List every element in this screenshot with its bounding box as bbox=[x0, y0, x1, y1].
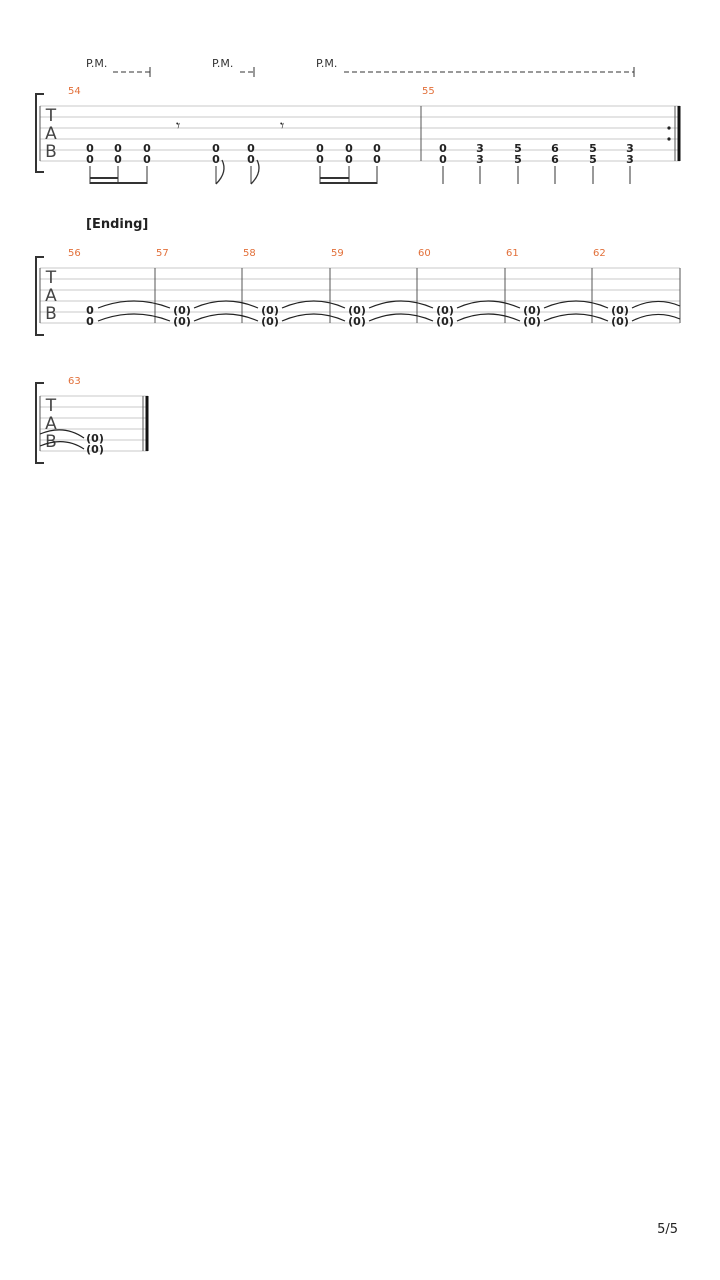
fret-number: 0 bbox=[373, 142, 381, 155]
fret-number: (0) bbox=[261, 315, 279, 328]
fret-number: (0) bbox=[523, 315, 541, 328]
fret-number: 0 bbox=[212, 142, 220, 155]
fret-number: 0 bbox=[247, 142, 255, 155]
tab-letter-t: T bbox=[45, 396, 57, 416]
fret-number: (0) bbox=[611, 304, 629, 317]
tab-letter-t: T bbox=[45, 106, 57, 126]
measure-number-58: 58 bbox=[243, 248, 256, 259]
fret-number: 0 bbox=[316, 153, 324, 166]
fret-number: 0 bbox=[212, 153, 220, 166]
measure-number-54: 54 bbox=[68, 86, 81, 97]
tab-letter-t: T bbox=[45, 268, 57, 288]
tab-letter-b: B bbox=[45, 142, 57, 162]
fret-number: 5 bbox=[589, 153, 597, 166]
tab-letter-a: A bbox=[45, 414, 57, 434]
fret-number: 0 bbox=[114, 142, 122, 155]
fret-number: 0 bbox=[86, 153, 94, 166]
measure-number-63: 63 bbox=[68, 376, 81, 387]
pm-label-2: P.M. bbox=[212, 57, 234, 70]
fret-number: 5 bbox=[589, 142, 597, 155]
system-3 bbox=[36, 376, 148, 463]
fret-number: 0 bbox=[143, 153, 151, 166]
fret-number: 5 bbox=[514, 153, 522, 166]
fret-number: 3 bbox=[626, 153, 634, 166]
tab-letter-b: B bbox=[45, 432, 57, 452]
fret-number: 0 bbox=[439, 142, 447, 155]
repeat-dot-lower bbox=[667, 137, 670, 140]
measure-number-56: 56 bbox=[68, 248, 81, 259]
measure-number-62: 62 bbox=[593, 248, 606, 259]
rhythm-stems-55 bbox=[443, 166, 630, 184]
tab-letter-a: A bbox=[45, 286, 57, 306]
system-1 bbox=[36, 57, 680, 184]
fret-number: 3 bbox=[476, 153, 484, 166]
measure-number-59: 59 bbox=[331, 248, 344, 259]
fret-number: (0) bbox=[86, 443, 104, 456]
measure-number-61: 61 bbox=[506, 248, 519, 259]
fret-number: 6 bbox=[551, 153, 559, 166]
repeat-dot-upper bbox=[667, 126, 670, 129]
fret-number: (0) bbox=[436, 315, 454, 328]
fret-number: (0) bbox=[436, 304, 454, 317]
fret-number: 5 bbox=[514, 142, 522, 155]
fret-number: 0 bbox=[345, 153, 353, 166]
fret-number: (0) bbox=[86, 432, 104, 445]
pm-label-3: P.M. bbox=[316, 57, 338, 70]
fret-number: (0) bbox=[261, 304, 279, 317]
fret-number: 0 bbox=[86, 304, 94, 317]
section-label-ending: [Ending] bbox=[86, 217, 149, 232]
fret-number: 0 bbox=[345, 142, 353, 155]
fret-number: 0 bbox=[86, 142, 94, 155]
rhythm-stems-54 bbox=[90, 160, 377, 184]
fret-number: (0) bbox=[523, 304, 541, 317]
tab-letter-a: A bbox=[45, 124, 57, 144]
eighth-rest: 𝄾 bbox=[280, 116, 285, 135]
measure-number-55: 55 bbox=[422, 86, 435, 97]
fret-number: 3 bbox=[476, 142, 484, 155]
fret-number: (0) bbox=[348, 315, 366, 328]
fret-number: (0) bbox=[348, 304, 366, 317]
measure-number-60: 60 bbox=[418, 248, 431, 259]
eighth-rest: 𝄾 bbox=[176, 116, 181, 135]
fret-number: 3 bbox=[626, 142, 634, 155]
fret-number: 6 bbox=[551, 142, 559, 155]
fret-number: 0 bbox=[373, 153, 381, 166]
fret-number: 0 bbox=[247, 153, 255, 166]
fret-number: (0) bbox=[173, 315, 191, 328]
pm-label-1: P.M. bbox=[86, 57, 108, 70]
fret-number: 0 bbox=[439, 153, 447, 166]
measure-number-57: 57 bbox=[156, 248, 169, 259]
fret-number: 0 bbox=[114, 153, 122, 166]
page-number: 5/5 bbox=[657, 1222, 678, 1237]
fret-number: 0 bbox=[86, 315, 94, 328]
fret-number: (0) bbox=[611, 315, 629, 328]
fret-number: (0) bbox=[173, 304, 191, 317]
staff-lines bbox=[40, 106, 680, 161]
fret-number: 0 bbox=[316, 142, 324, 155]
system-2 bbox=[36, 217, 680, 335]
tab-letter-b: B bbox=[45, 304, 57, 324]
fret-number: 0 bbox=[143, 142, 151, 155]
